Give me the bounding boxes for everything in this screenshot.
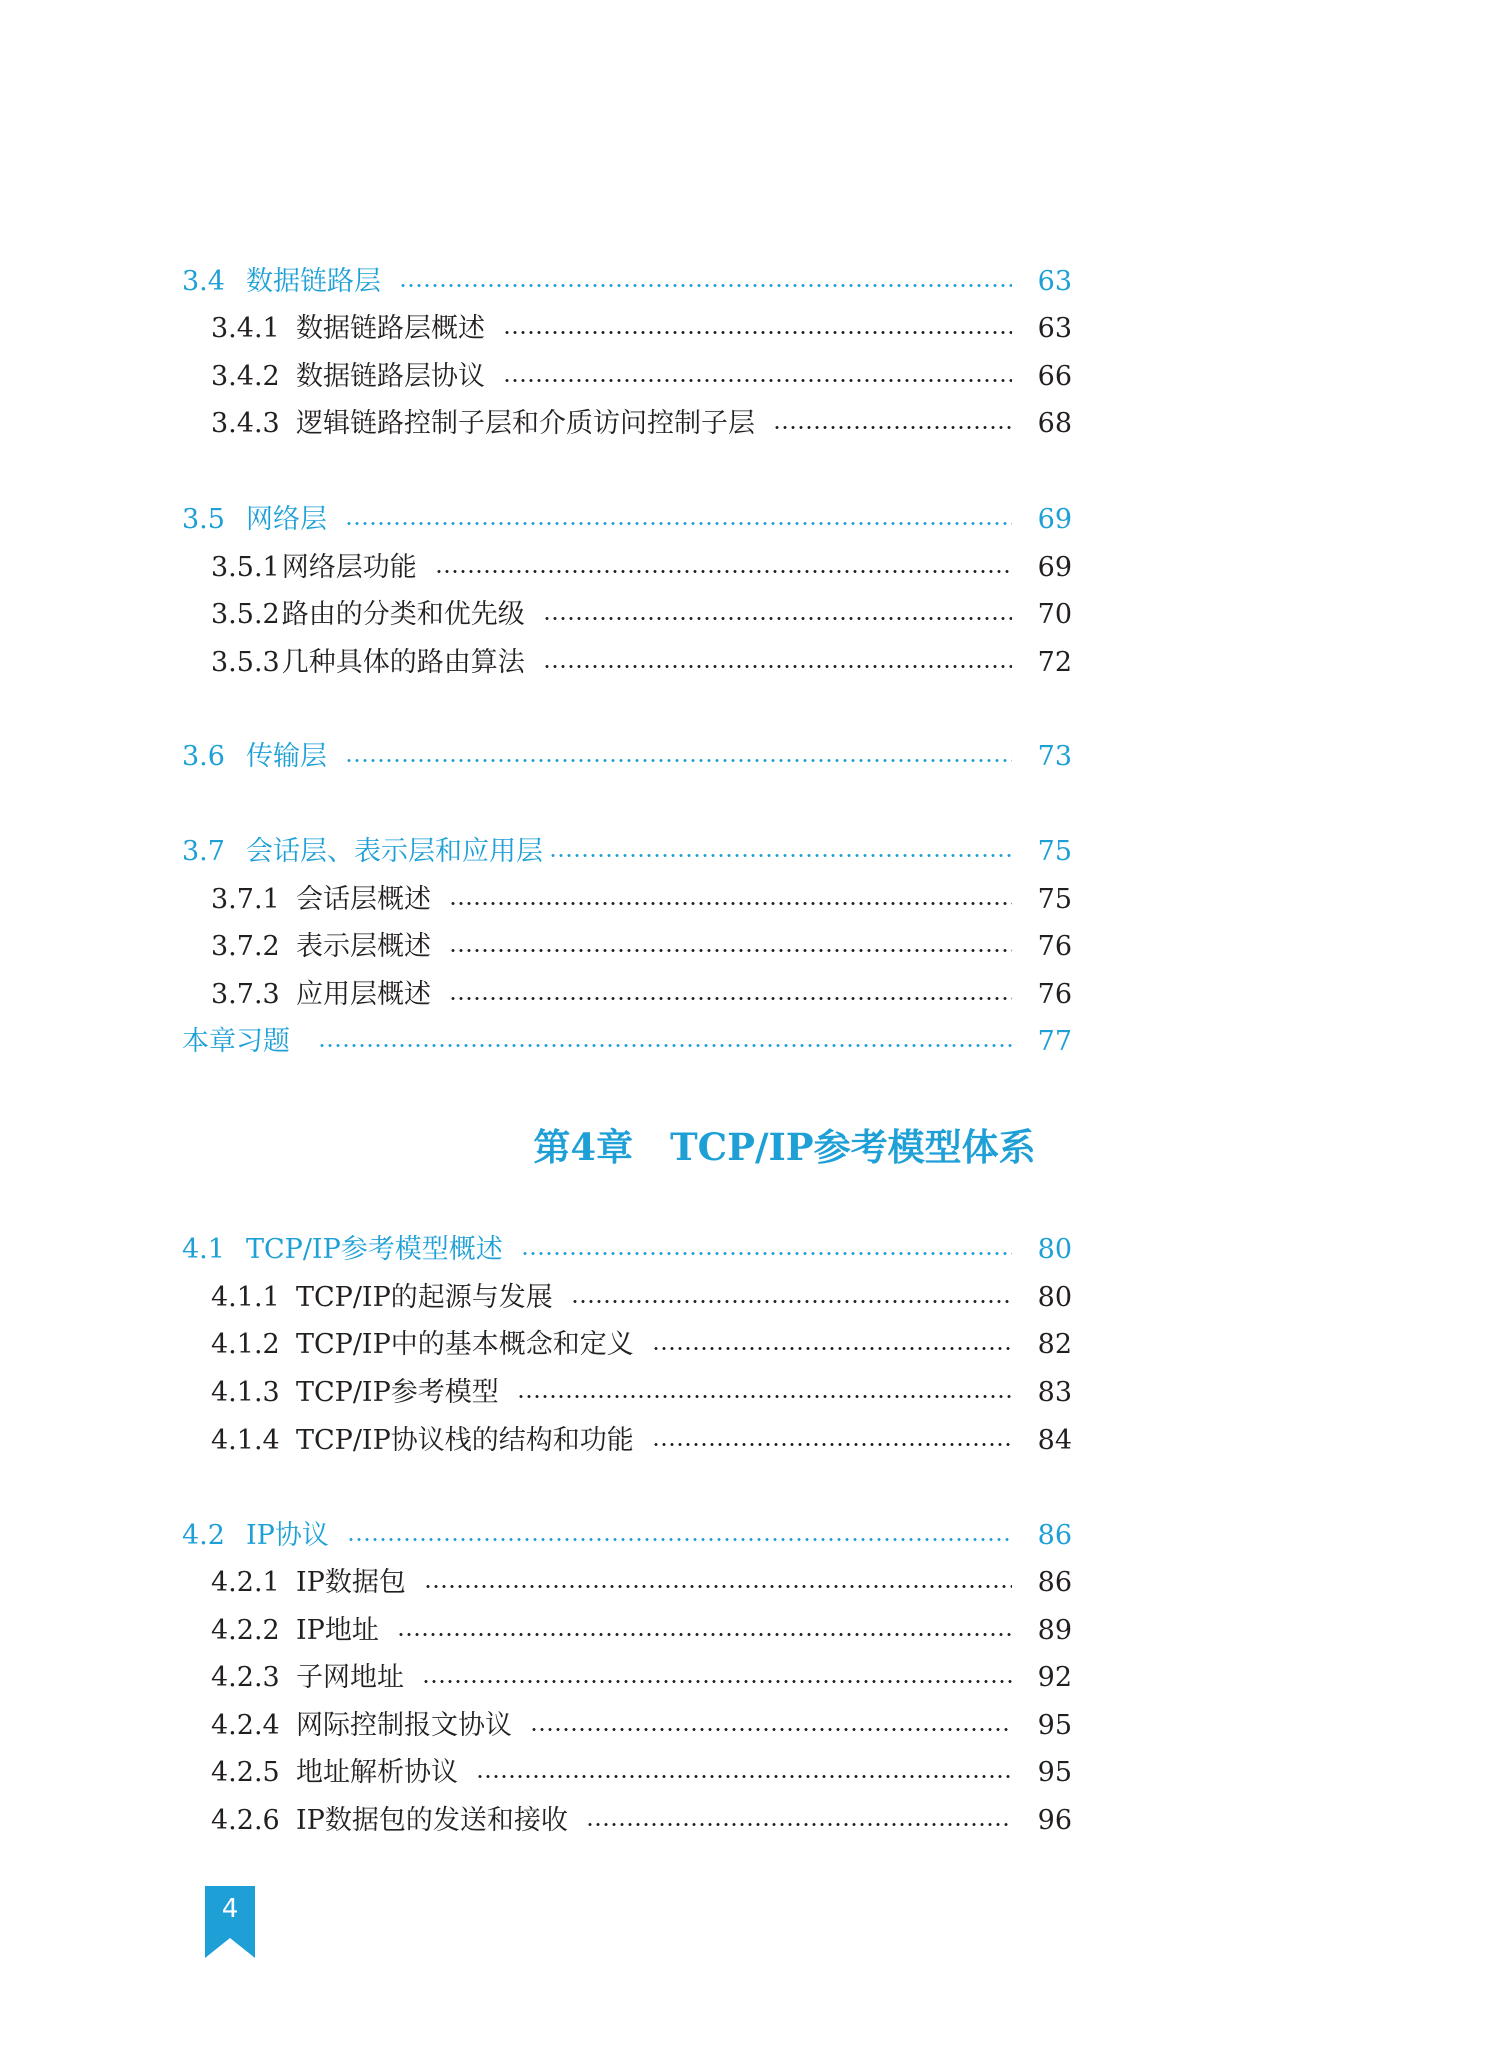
toc-leader-dots [571,1300,1012,1303]
toc-leader-dots [521,1252,1012,1255]
toc-subsection-number: 3.7.3 [211,979,280,1010]
toc-subsection-title: 地址解析协议 [296,1757,458,1788]
toc-leader-dots [424,1585,1012,1588]
toc-subsection-3-5-1[interactable] [182,548,1072,588]
toc-section-4-1[interactable] [182,1230,1072,1270]
toc-section-title: TCP/IP参考模型概述 [246,1234,503,1265]
toc-leader-dots [543,665,1012,668]
toc-page-number: 86 [1037,1520,1072,1551]
toc-section-3-7[interactable] [182,832,1072,872]
toc-leader-dots [476,1775,1012,1778]
toc-subsection-3-4-2[interactable] [182,357,1072,397]
toc-subsection-number: 3.7.1 [211,884,280,915]
toc-section-number: 3.5 [182,504,225,535]
toc-leader-dots [773,426,1012,429]
toc-leader-dots [549,854,1012,857]
toc-subsection-number: 4.2.2 [211,1615,280,1646]
toc-page-number: 95 [1037,1757,1072,1788]
toc-section-title: 会话层、表示层和应用层 [246,836,543,867]
toc-section-number: 4.2 [182,1520,225,1551]
toc-leader-dots [517,1395,1012,1398]
toc-subsection-number: 4.2.6 [211,1805,280,1836]
toc-subsection-3-7-2[interactable] [182,927,1072,967]
toc-subsection-number: 3.5.1 [211,552,280,583]
toc-section-number: 3.4 [182,266,225,297]
toc-subsection-title: 表示层概述 [296,931,431,962]
toc-subsection-number: 4.2.5 [211,1757,280,1788]
toc-page-number: 83 [1037,1377,1072,1408]
toc-page-number: 72 [1037,647,1072,678]
toc-leader-dots [449,902,1012,905]
toc-page-number: 73 [1037,741,1072,772]
toc-subsection-number: 4.2.4 [211,1710,280,1741]
toc-leader-dots [586,1823,1012,1826]
toc-leader-dots [347,1538,1012,1541]
toc-subsection-3-5-3[interactable] [182,643,1072,683]
toc-page-number: 76 [1037,979,1072,1010]
toc-subsection-title: IP地址 [296,1615,379,1646]
toc-leader-dots [318,1044,1012,1047]
toc-subsection-4-1-1[interactable] [182,1278,1072,1318]
toc-leader-dots [530,1728,1012,1731]
toc-subsection-number: 3.5.3 [211,647,280,678]
toc-subsection-title: IP数据包的发送和接收 [296,1805,568,1836]
toc-subsection-title: 网络层功能 [281,552,417,583]
toc-section-3-4[interactable] [182,262,1072,302]
toc-subsection-title: 会话层概述 [296,884,431,915]
toc-subsection-4-2-2[interactable] [182,1611,1072,1651]
toc-subsection-title: TCP/IP参考模型 [296,1377,499,1408]
toc-subsection-4-1-4[interactable] [182,1421,1072,1461]
toc-subsection-number: 4.1.3 [211,1377,280,1408]
toc-leader-dots [422,1680,1012,1683]
toc-subsection-title: IP数据包 [296,1567,406,1598]
toc-page-number: 89 [1037,1615,1072,1646]
toc-section-title: 本章习题 [182,1026,290,1057]
toc-page-number: 80 [1037,1282,1072,1313]
toc-page-number: 66 [1037,361,1072,392]
toc-subsection-title: 子网地址 [296,1662,404,1693]
toc-leader-dots [345,759,1012,762]
toc-page-number: 80 [1037,1234,1072,1265]
toc-leader-dots [449,997,1012,1000]
toc-section-3-5[interactable] [182,500,1072,540]
toc-page-number: 92 [1037,1662,1072,1693]
toc-subsection-3-5-2[interactable] [182,595,1072,635]
toc-leader-dots [652,1443,1012,1446]
toc-leader-dots [397,1633,1012,1636]
toc-page-number: 76 [1037,931,1072,962]
toc-subsection-number: 4.1.2 [211,1329,280,1360]
toc-subsection-number: 3.4.3 [211,408,280,439]
toc-subsection-4-1-3[interactable] [182,1373,1072,1413]
toc-section-number: 3.6 [182,741,225,772]
page-number: 4 [221,1894,239,1924]
toc-subsection-title: 路由的分类和优先级 [281,599,525,630]
toc-subsection-number: 4.2.3 [211,1662,280,1693]
page-number-tab [205,1886,255,1958]
toc-subsection-number: 3.4.1 [211,313,280,344]
toc-subsection-4-2-6[interactable] [182,1801,1072,1841]
toc-subsection-number: 3.5.2 [211,599,280,630]
toc-subsection-number: 4.1.1 [211,1282,280,1313]
toc-subsection-title: TCP/IP协议栈的结构和功能 [296,1425,634,1456]
toc-subsection-4-1-2[interactable] [182,1325,1072,1365]
toc-leader-dots [503,379,1012,382]
toc-subsection-4-2-3[interactable] [182,1658,1072,1698]
toc-section-3-6[interactable] [182,737,1072,777]
toc-leader-dots [399,284,1012,287]
toc-page-number: 75 [1037,884,1072,915]
toc-page-number: 95 [1037,1710,1072,1741]
toc-subsection-3-4-3[interactable] [182,404,1072,444]
toc-exercises[interactable] [182,1022,1072,1062]
toc-page-number: 63 [1037,266,1072,297]
toc-subsection-4-2-4[interactable] [182,1706,1072,1746]
toc-subsection-title: 数据链路层协议 [296,361,485,392]
toc-subsection-4-2-5[interactable] [182,1753,1072,1793]
toc-subsection-3-7-1[interactable] [182,880,1072,920]
toc-page-number: 77 [1037,1026,1072,1057]
toc-page-number: 82 [1037,1329,1072,1360]
toc-page-number: 69 [1037,552,1072,583]
chapter-heading: 第4章 TCP/IP参考模型体系 [533,1125,1036,1169]
toc-subsection-title: 逻辑链路控制子层和介质访问控制子层 [296,408,755,439]
toc-section-number: 4.1 [182,1234,225,1265]
toc-subsection-title: TCP/IP的起源与发展 [296,1282,553,1313]
toc-page-number: 84 [1037,1425,1072,1456]
toc-section-title: IP协议 [246,1520,329,1551]
toc-page-number: 96 [1037,1805,1072,1836]
toc-page-number: 63 [1037,313,1072,344]
toc-subsection-title: TCP/IP中的基本概念和定义 [296,1329,634,1360]
toc-leader-dots [449,949,1012,952]
toc-subsection-number: 4.1.4 [211,1425,280,1456]
toc-subsection-title: 应用层概述 [296,979,431,1010]
toc-page-number: 68 [1037,408,1072,439]
toc-leader-dots [652,1347,1012,1350]
toc-leader-dots [503,331,1012,334]
toc-section-title: 数据链路层 [246,266,381,297]
toc-page-number: 69 [1037,504,1072,535]
toc-subsection-title: 几种具体的路由算法 [281,647,525,678]
toc-leader-dots [543,617,1012,620]
toc-section-4-2[interactable] [182,1516,1072,1556]
toc-section-title: 传输层 [246,741,327,772]
toc-page-number: 75 [1037,836,1072,867]
toc-subsection-number: 3.4.2 [211,361,280,392]
toc-leader-dots [435,570,1012,573]
toc-subsection-title: 数据链路层概述 [296,313,485,344]
toc-section-number: 3.7 [182,836,225,867]
toc-subsection-3-4-1[interactable] [182,309,1072,349]
toc-subsection-number: 4.2.1 [211,1567,280,1598]
toc-section-title: 网络层 [246,504,327,535]
toc-page-number: 86 [1037,1567,1072,1598]
toc-page-number: 70 [1037,599,1072,630]
toc-subsection-3-7-3[interactable] [182,975,1072,1015]
toc-subsection-title: 网际控制报文协议 [296,1710,512,1741]
toc-subsection-4-2-1[interactable] [182,1563,1072,1603]
toc-subsection-number: 3.7.2 [211,931,280,962]
toc-leader-dots [345,522,1012,525]
